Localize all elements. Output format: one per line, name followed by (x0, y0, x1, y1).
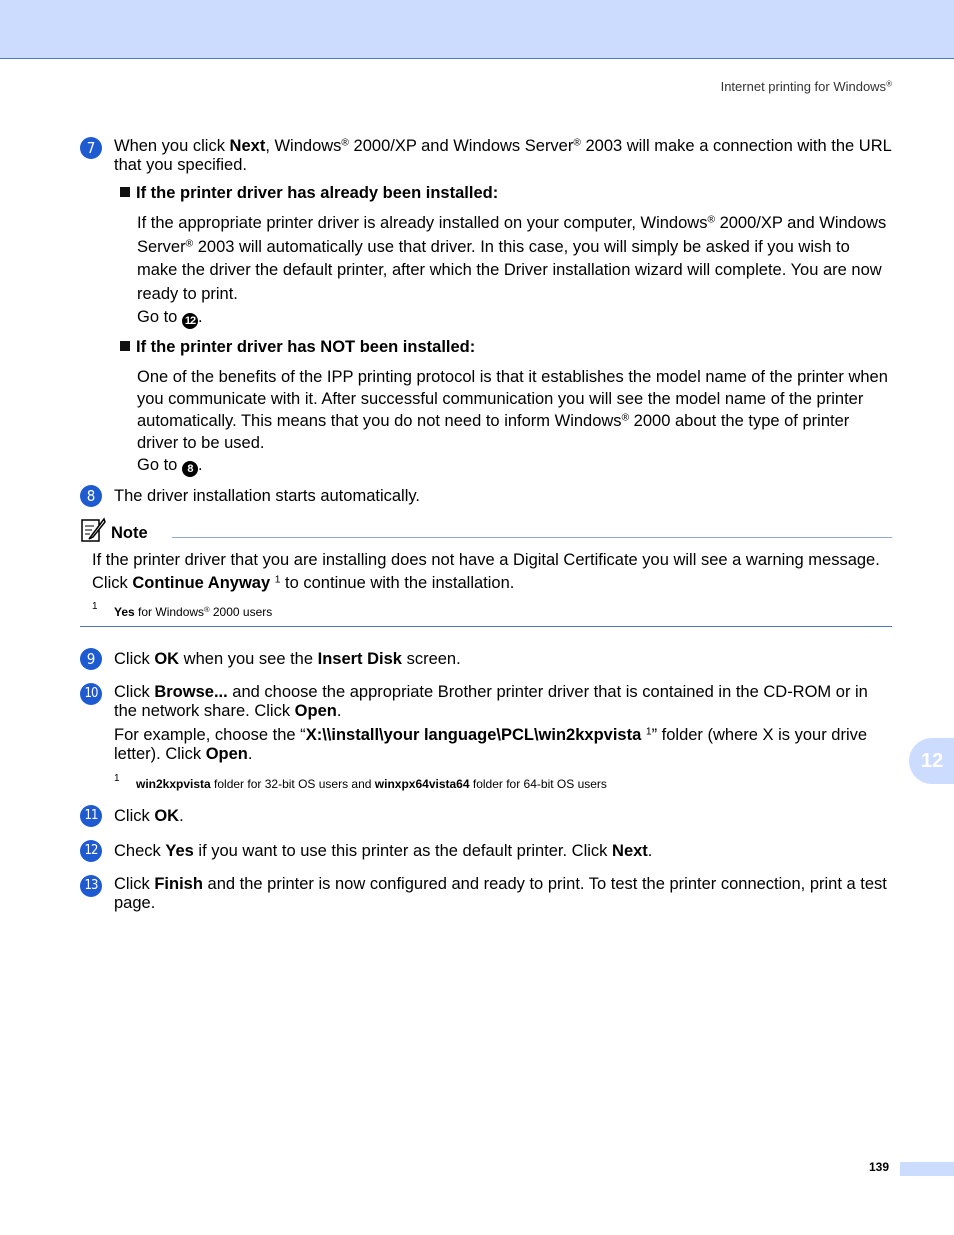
step-8 (80, 485, 892, 506)
step-number-icon: 7 (80, 137, 102, 159)
step-number-icon: 11 (80, 805, 102, 827)
installed-paragraph: If the appropriate printer driver is already installed on your computer, Windows® 2000/XP and Windows Server® 2003 will automatically use that driver. In this case, you will simply be asked if you wish to make the driver the default printer, after which the Driver installation wizard will complete. You are now ready to print. Go to 12 . (137, 214, 887, 327)
page-number-tab (900, 1162, 954, 1176)
not-installed-heading: If the printer driver has NOT been installed: (120, 338, 892, 357)
note-pencil-icon (80, 517, 106, 543)
step-13 (80, 875, 892, 913)
step-number-icon: 10 (80, 683, 102, 705)
step-9 (80, 648, 892, 669)
chapter-tab: 12 (909, 738, 954, 784)
note-label: Note (111, 524, 148, 542)
page-number: 139 (869, 1160, 890, 1174)
step-number-icon: 13 (80, 875, 102, 897)
not-installed-paragraph: One of the benefits of the IPP printing protocol is that it establishes the model name of the printer when you communicate with it. After successful communication you will see the model name of the printer automatically. This means that you do not need to inform Windows® 2000 about the type of printer driver to be used. Go to 8 . (137, 368, 888, 475)
step-text: When you click Next, Windows® 2000/XP and Windows Server® 2003 will make a connection with the URL that you specified. (114, 137, 892, 174)
running-header: Internet printing for Windows® (720, 79, 892, 94)
step-footnote: 1 win2kxpvista folder for 32-bit OS users and winxpx64vista64 folder for 64-bit OS users (114, 773, 607, 791)
step-ref-icon: 8 (182, 461, 198, 477)
step-number-icon: 12 (80, 840, 102, 862)
step-text: Click OK when you see the Insert Disk screen. (114, 650, 461, 668)
installed-heading: If the printer driver has already been installed: (120, 184, 892, 203)
step-text: Check Yes if you want to use this printer as the default printer. Click Next. (114, 842, 653, 860)
step-text: Click Finish and the printer is now configured and ready to print. To test the printer connection, print a test page. (114, 875, 887, 912)
step-number-icon: 9 (80, 648, 102, 670)
note-rule (172, 537, 892, 538)
step-7 (80, 137, 892, 175)
step-ref-icon: 12 (182, 313, 198, 329)
step-12 (80, 840, 892, 861)
step-text: The driver installation starts automatically. (114, 487, 420, 505)
step-number-icon: 8 (80, 485, 102, 507)
step-text: Click OK. (114, 807, 184, 825)
step-text: Click Browse... and choose the appropriate Brother printer driver that is contained in the CD-ROM or in the network share. Click Open. (114, 683, 868, 720)
note-footnote: 1 Yes for Windows® 2000 users (92, 601, 273, 619)
header-band (0, 0, 954, 59)
note-header (80, 515, 892, 545)
step-11 (80, 805, 892, 826)
step-10 (80, 683, 892, 764)
note-text: If the printer driver that you are installing does not have a Digital Certificate you will see a warning message. Click Continue Anyway $^1$ to continue with the installation. (92, 551, 880, 592)
note-separator (80, 626, 892, 627)
step-example: For example, choose the “X:\\install\your language\PCL\win2kxpvista $^1$” folder (where X is your drive letter). Click Open. (114, 726, 868, 763)
